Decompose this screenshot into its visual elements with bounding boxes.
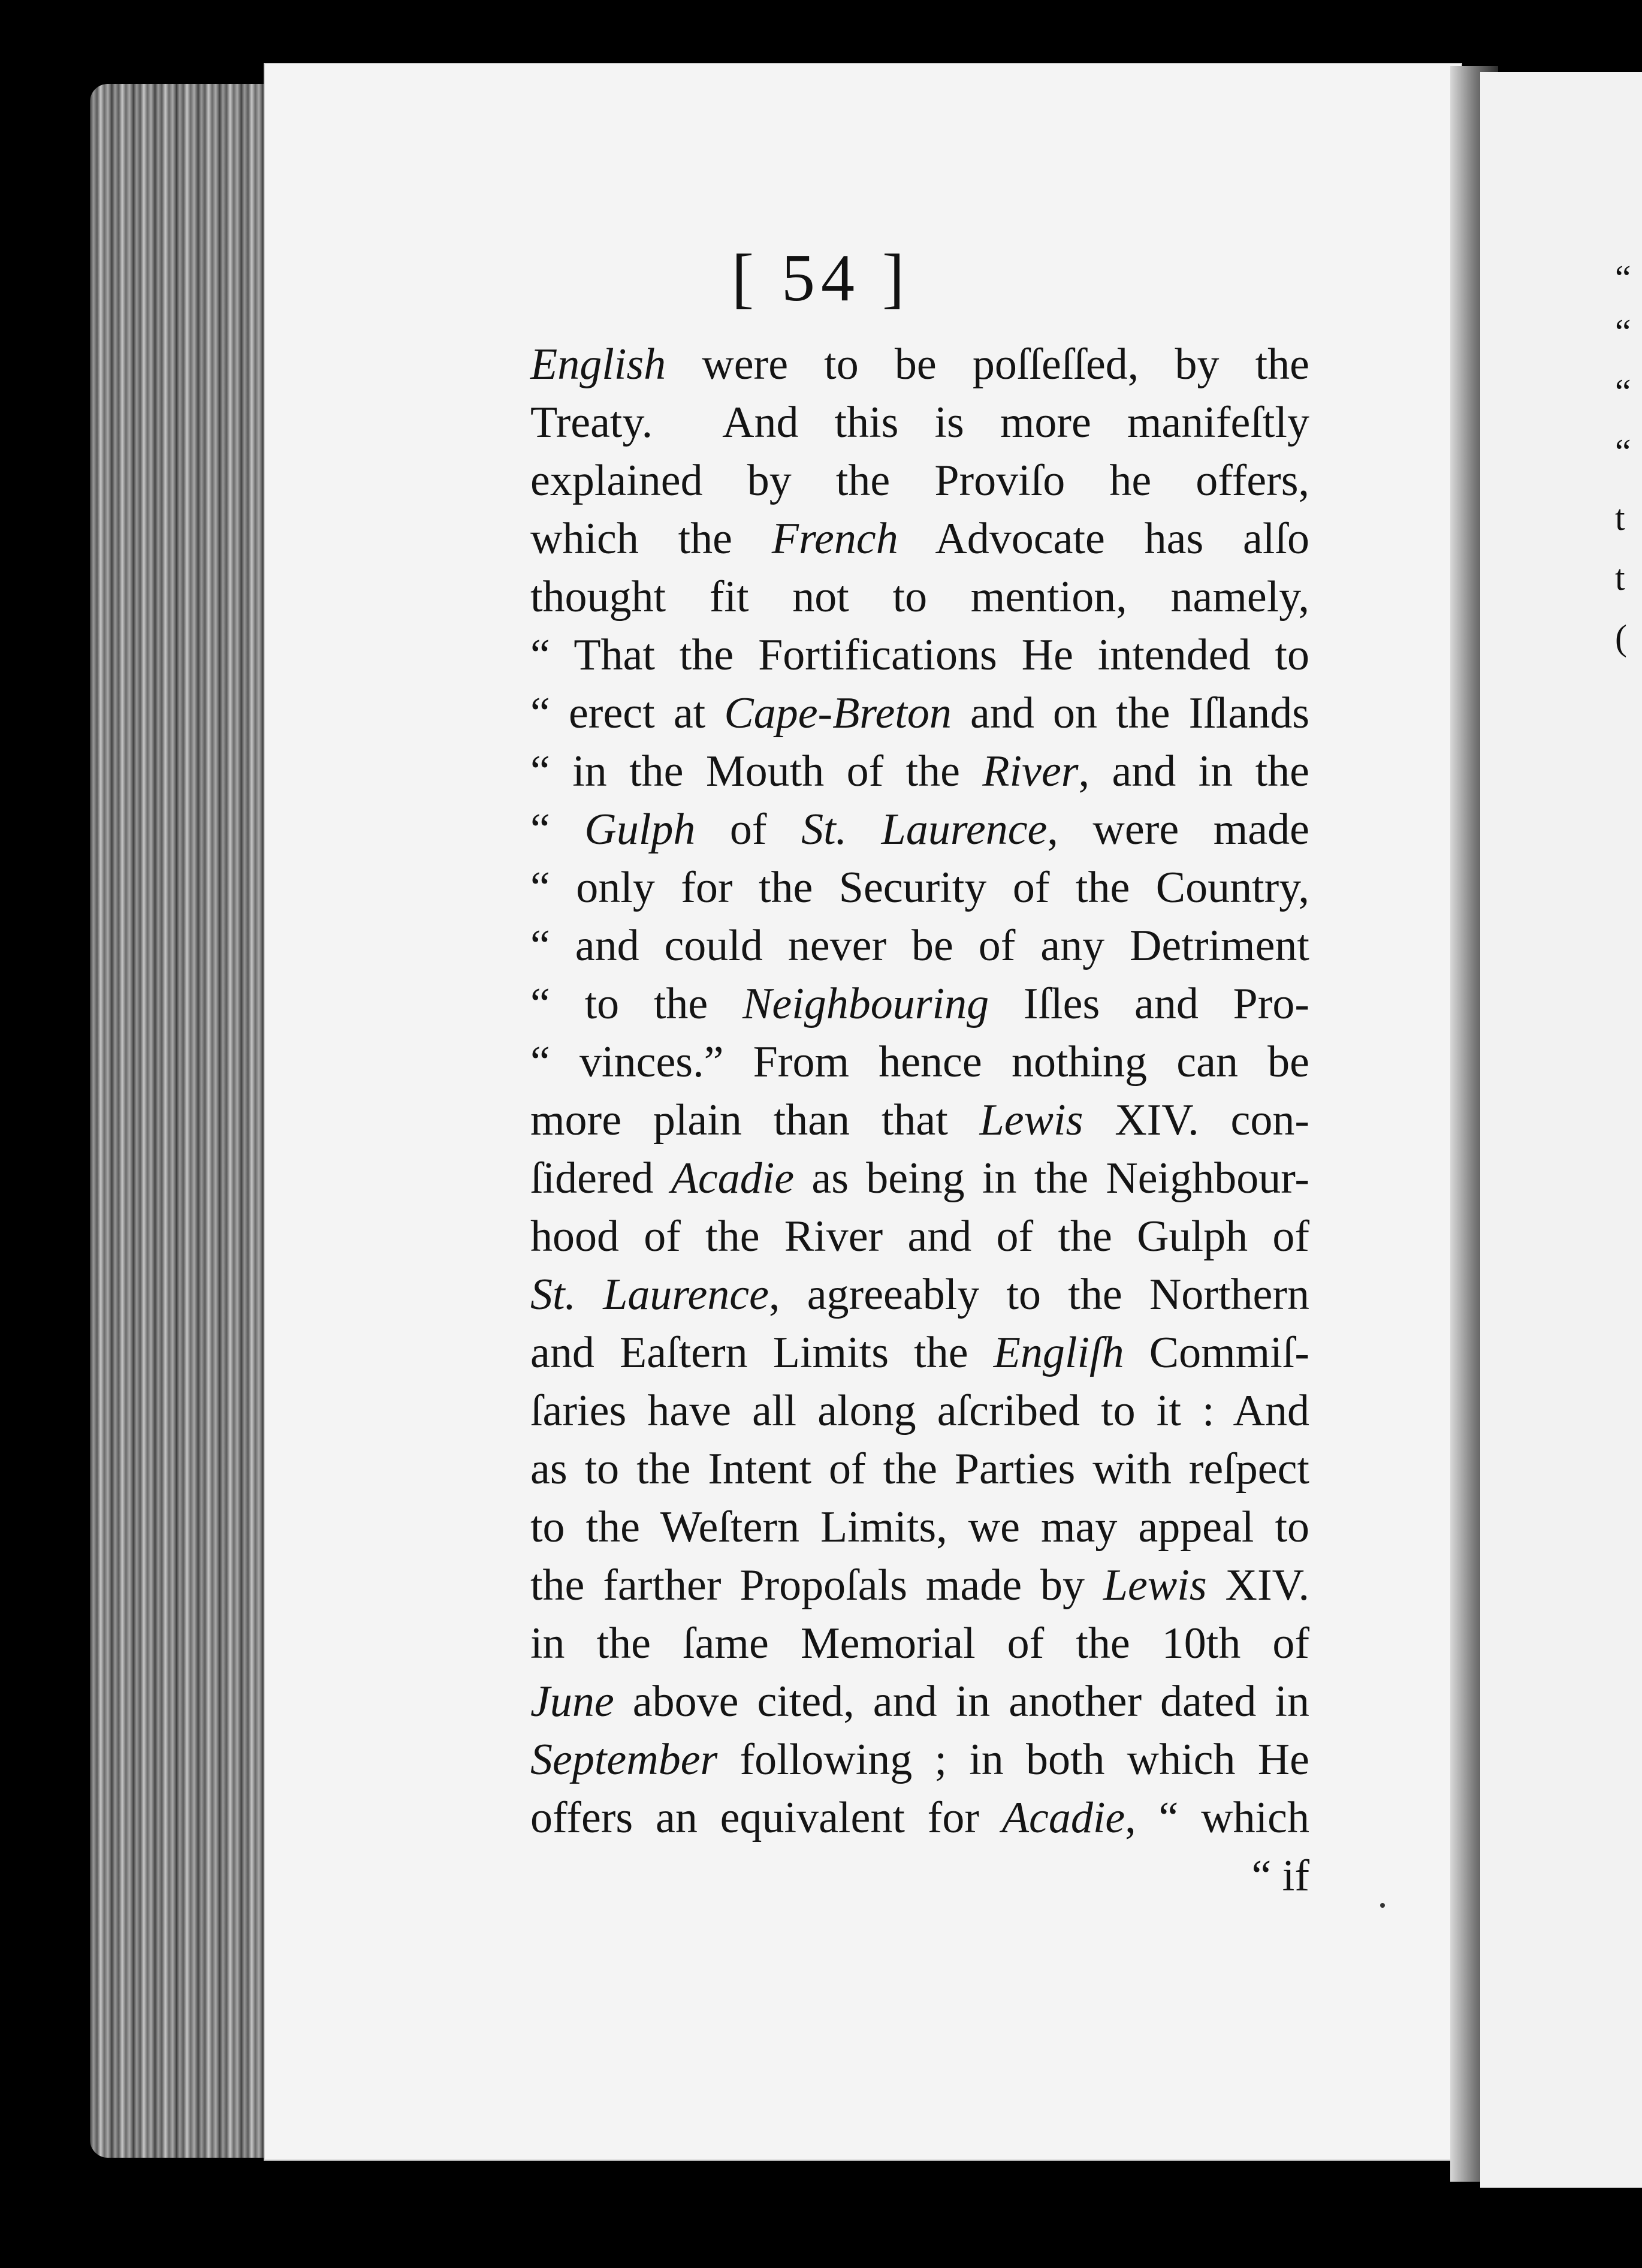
text-segment: more plain than that [530,1096,980,1145]
text-line [530,1266,1309,1324]
text-line [530,336,1309,394]
text-segment: hood of the River and of the Gulph of [530,1212,1309,1261]
text-segment: as to the Intent of the Parties with reſpect [530,1444,1309,1494]
text-segment: as being in the Neighbour- [794,1154,1310,1203]
text-line [530,1382,1309,1440]
text-segment: following ; in both which He [717,1735,1309,1784]
text-line [530,626,1309,684]
text-segment: “ [530,805,585,854]
italic-text: June [530,1677,614,1726]
facing-page-glyph: t [1615,558,1625,598]
text-segment: offers an equivalent for [530,1793,1002,1842]
text-segment: Commiſ- [1124,1328,1309,1377]
text-segment: ſidered [530,1154,671,1203]
text-line [530,684,1309,743]
text-line [530,1789,1309,1847]
text-segment: XIV. con- [1083,1096,1309,1145]
bracket-left: [ [731,241,760,315]
facing-page-glyph: ( [1615,618,1627,658]
text-line [530,1731,1309,1789]
text-line [530,1324,1309,1382]
text-line [530,917,1309,975]
facing-page-glyph: t [1615,498,1625,538]
text-segment: in the ſame Memorial of the 10th of [530,1619,1309,1668]
italic-text: River [982,747,1079,796]
text-segment: , and in the [1078,747,1309,796]
italic-text: Lewis [979,1096,1083,1145]
text-segment: “ in the Mouth of the [530,747,983,796]
text-line [530,1150,1309,1208]
book-page-edges [90,84,270,2158]
italic-text: French [771,514,898,563]
text-line [530,1440,1309,1498]
body-text [530,336,1309,1905]
facing-page-glyph: “ [1615,432,1631,472]
text-line [530,1673,1309,1731]
italic-text: Gulph [584,805,696,854]
text-line [530,1498,1309,1557]
page-header [0,240,1642,317]
text-segment: and on the Iſlands [951,689,1309,738]
text-segment: “ to the [530,979,742,1029]
text-segment: , agreeably to the Northern [769,1270,1309,1319]
catchword [530,1847,1309,1905]
text-segment: “ only for the Security of the Country, [530,863,1309,912]
italic-text: Acadie [671,1154,795,1203]
facing-page-glyph: “ [1615,372,1631,412]
text-segment: XIV. [1206,1561,1310,1610]
text-segment: , were made [1047,805,1309,854]
text-segment: and Eaſtern Limits the [530,1328,994,1377]
text-segment: , “ which [1125,1793,1309,1842]
text-segment: “ erect at [530,689,725,738]
ink-speck [1380,1903,1385,1908]
bracket-right: ] [882,241,911,315]
italic-text: English [530,340,666,389]
catchword-text: “ if [1251,1851,1309,1901]
text-line [530,743,1309,801]
italic-text: St. Laurence [801,805,1048,854]
text-segment: above cited, and in another dated in [614,1677,1309,1726]
italic-text: St. Laurence [530,1270,769,1319]
italic-text: Engliſh [993,1328,1124,1377]
text-segment: “ That the Fortifications He intended to [530,631,1309,680]
italic-text: Cape-Breton [724,689,952,738]
italic-text: Lewis [1103,1561,1207,1610]
facing-page-glyph: “ [1615,258,1631,298]
text-segment: thought fit not to mention, namely, [530,572,1309,622]
text-line [530,1557,1309,1615]
text-segment: “ vinces.” From hence nothing can be [530,1038,1309,1087]
text-segment: of [695,805,802,854]
text-line [530,1033,1309,1091]
text-segment: to the Weſtern Limits, we may appeal to [530,1503,1309,1552]
text-segment: which the [530,514,772,563]
text-line [530,510,1309,568]
text-segment: Advocate has alſo [898,514,1310,563]
text-line [530,801,1309,859]
text-segment: “ and could never be of any Detriment [530,921,1309,970]
text-segment: Treaty. And this is more manifeſtly [530,398,1309,447]
text-line [530,859,1309,917]
text-line [530,1208,1309,1266]
text-segment: were to be poſſeſſed, by the [666,340,1309,389]
page-number: 54 [781,241,861,315]
italic-text: September [530,1735,718,1784]
text-line [530,1091,1309,1150]
text-segment: Iſles and Pro- [989,979,1309,1029]
text-segment: the farther Propoſals made by [530,1561,1103,1610]
text-line [530,975,1309,1033]
text-line [530,1615,1309,1673]
text-segment: explained by the Proviſo he offers, [530,456,1309,505]
facing-page-glyph: “ [1615,312,1631,352]
text-segment: ſaries have all along aſcribed to it : And [530,1386,1309,1435]
text-line [530,452,1309,510]
text-line [530,394,1309,452]
italic-text: Acadie [1001,1793,1125,1842]
italic-text: Neighbouring [742,979,989,1029]
text-line [530,568,1309,626]
